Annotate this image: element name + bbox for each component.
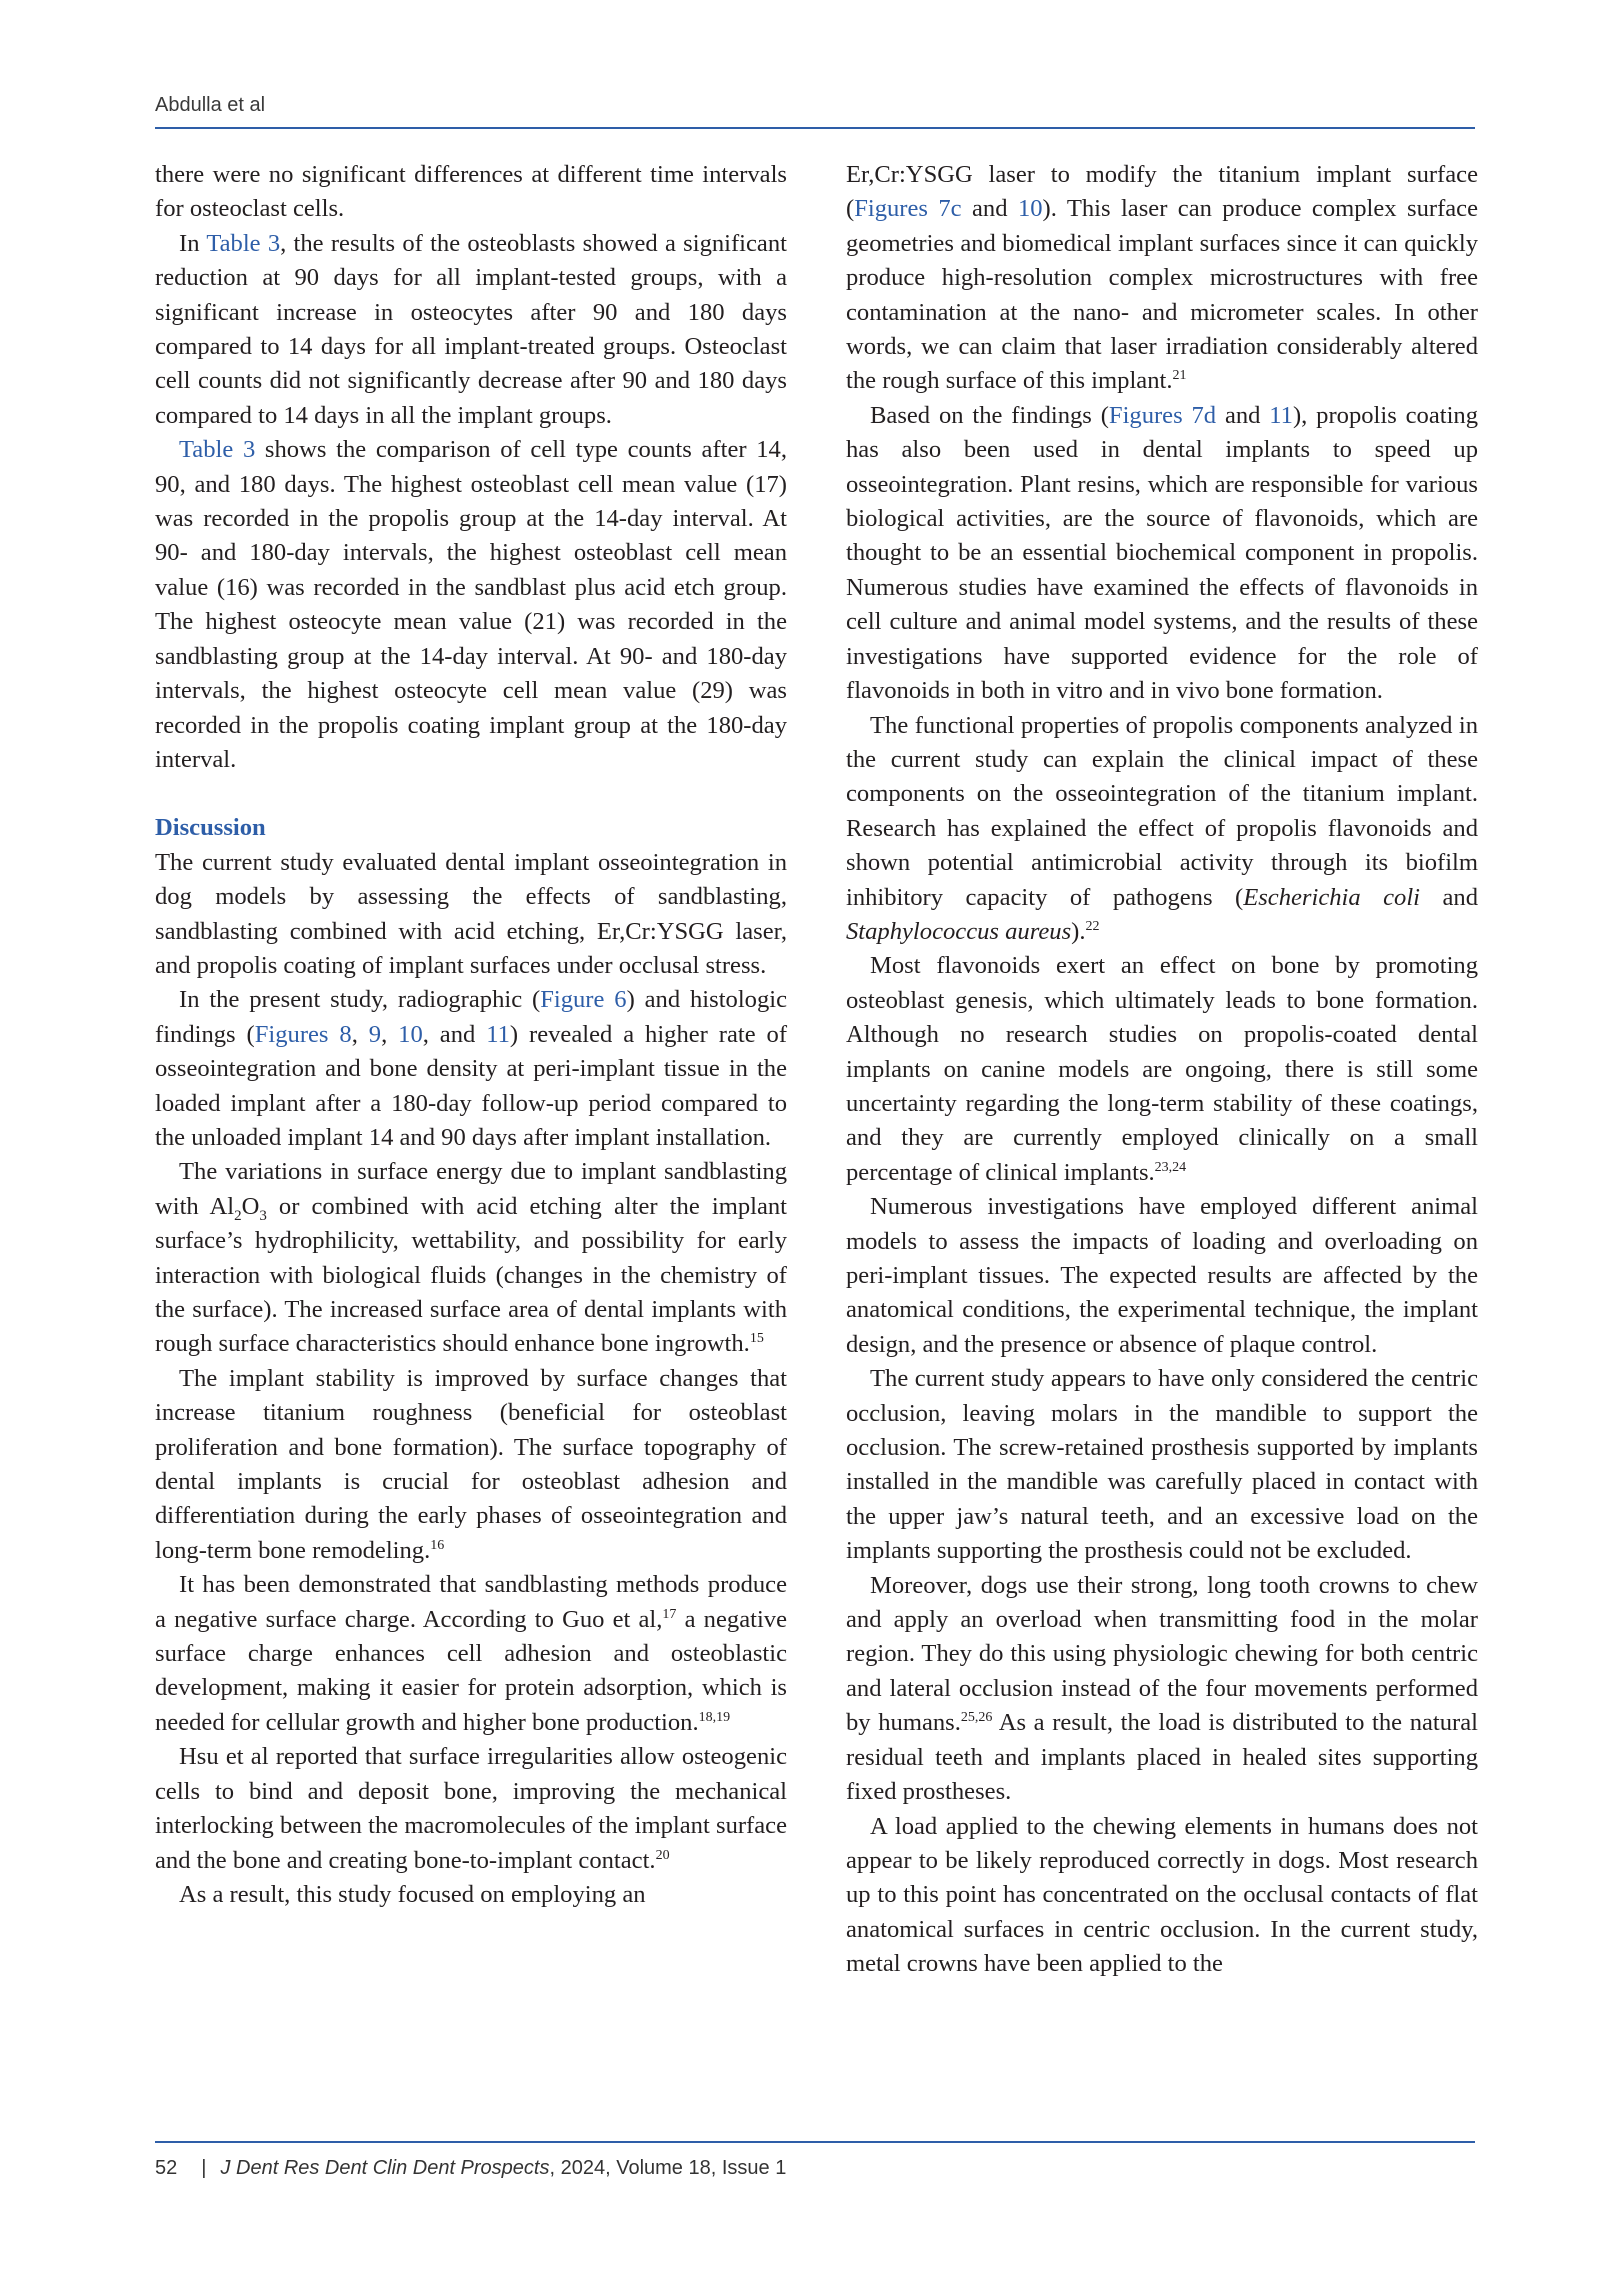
figure-8-link[interactable]: Figures 8 <box>254 1020 352 1048</box>
paragraph: Numerous investigations have employed different animal models to assess the impacts of loading and overloading on peri-implant tissues. The expected results are affected by the anatomical conditions, the experimental technique, the implant design, and the presence or absence of plaque control. <box>846 1193 1478 1358</box>
paragraph: In the present study, radiographic (Figure 6) and histologic findings (Figures 8, 9, 10, and 11) revealed a higher rate of osseointegration and bone density at peri-implant tissue in the loaded implant after a 180-day follow-up period compared to the unloaded implant 14 and 90 days after implant installation. <box>155 986 788 1151</box>
paragraph: Most flavonoids exert an effect on bone by promoting osteoblast genesis, which ultimately leads to bone formation. Although no research studies on propolis-coated dental implants on canine models are ongoing, there is still some uncertainty regarding the long-term stability of these coatings, and they are currently employed clinically on a small percentage of clinical implants.$^{23,24}$ <box>846 952 1478 1186</box>
footer-rule <box>155 2141 1475 2143</box>
header-rule <box>155 127 1475 129</box>
paragraph: The implant stability is improved by surface changes that increase titanium roughness (beneficial for osteoblast proliferation and bone formation). The surface topography of dental implants is crucial for osteoblast adhesion and differentiation during the early phases of osseointegration and long-term bone remodeling.$^{16}$ <box>155 1364 787 1564</box>
figure-7c-link[interactable]: Figures 7c <box>854 195 962 223</box>
paragraph: Hsu et al reported that surface irregularities allow osteogenic cells to bind and deposit bone, improving the mechanical interlocking between the macromolecules of the implant surface and the bone and creating bone-to-implant contact.$^{20}$ <box>155 1743 787 1874</box>
left-column <box>155 158 787 1912</box>
paragraph: The current study appears to have only considered the centric occlusion, leaving molars in the mandible to support the occlusion. The screw-retained prosthesis supported by implants installed in the mandible was carefully placed in contact with the upper jaw’s natural teeth, and an excessive load on the implants supporting the prosthesis could not be excluded. <box>846 1365 1478 1565</box>
figure-10-link[interactable]: 10 <box>1017 195 1043 223</box>
table-3-link[interactable]: Table 3 <box>179 436 256 464</box>
figure-7d-link[interactable]: Figures 7d <box>1108 401 1217 429</box>
figure-10-link[interactable]: 10 <box>398 1020 423 1048</box>
table-3-link[interactable]: Table 3 <box>206 229 281 257</box>
paragraph: A load applied to the chewing elements in humans does not appear to be likely reproduced correctly in dogs. Most research up to this point has concentrated on the occlusal contacts of flat anatomical surfaces in centric occlusion. In the current study, metal crowns have been applied to the <box>846 1812 1478 1978</box>
citation[interactable]: 15 <box>749 1331 764 1347</box>
paragraph: Er,Cr:YSGG laser to modify the titanium implant surface (Figures 7c and 10). This laser can produce complex surface geometries and biomedical implant surfaces since it can quickly produce high-resolution complex microstructures with free contamination at the nano- and micrometer scales. In other words, we can claim that laser irradiation considerably altered the rough surface of this implant.$^{21}$ <box>846 161 1479 395</box>
journal-issue: , 2024, Volume 18, Issue 1 <box>549 2157 787 2179</box>
paragraph: Moreover, dogs use their strong, long tooth crowns to chew and apply an overload when transmitting food in the molar region. They do this using physiologic chewing for both centric and lateral occlusion instead of the four movements performed by humans.$^{25,26}$ As a result, the load is distributed to the natural residual teeth and implants placed in healed sites supporting fixed prostheses. <box>846 1571 1478 1806</box>
paragraph: In Table 3, the results of the osteoblasts showed a significant reduction at 90 days for all implant-tested groups, with a significant increase in osteocytes after 90 and 180 days compared to 14 days for all implant-treated groups. Osteoclast cell counts did not significantly decrease after 90 and 180 days compared to 14 days in all the implant groups. <box>155 229 787 429</box>
paragraph: The functional properties of propolis components analyzed in the current study can explain the clinical impact of these components on the osseointegration of the titanium implant. Research has explained the effect of propolis flavonoids and shown potential antimicrobial activity through its biofilm inhibitory capacity of pathogens (Escherichia coli and Staphylococcus aureus).$^{22}$ <box>846 711 1479 945</box>
running-head: Abdulla et al <box>155 94 266 116</box>
citation[interactable]: 17 <box>662 1606 677 1622</box>
footer-separator: | <box>201 2157 207 2179</box>
section-heading-discussion: Discussion <box>155 814 266 842</box>
journal-title: J Dent Res Dent Clin Dent Prospects <box>220 2157 550 2179</box>
citation[interactable]: 23,24 <box>1154 1159 1187 1175</box>
page-number: 52 <box>155 2157 178 2179</box>
figure-11-link[interactable]: 11 <box>1269 401 1293 429</box>
figure-9-link[interactable]: 9 <box>368 1020 382 1048</box>
paragraph: there were no significant differences at different time intervals for osteoclast cells. <box>155 161 787 223</box>
paragraph: Based on the findings (Figures 7d and 11), propolis coating has also been used in dental implants to speed up osseointegration. Plant resins, which are responsible for various biological activities, are the source of flavonoids, which are thought to be an essential biochemical component in propolis. Numerous studies have examined the effects of flavonoids in cell culture and animal model systems, and the results of these investigations have supported evidence for the role of flavonoids in both in vitro and in vivo bone formation. <box>846 401 1478 705</box>
paragraph: Table 3 shows the comparison of cell type counts after 14, 90, and 180 days. The highest osteoblast cell mean value (17) was recorded in the propolis group at the 14-day interval. At 90- and 180-day intervals, the highest osteoblast cell mean value (16) was recorded in the sandblast plus acid etch group. The highest osteocyte mean value (21) was recorded in the sandblasting group at the 14-day interval. At 90- and 180-day intervals, the highest osteocyte cell mean value (29) was recorded in the propolis coating implant group at the 180-day interval. <box>155 436 787 773</box>
paragraph: The current study evaluated dental implant osseointegration in dog models by assessing the effects of sandblasting, sandblasting combined with acid etching, Er,Cr:YSGG laser, and propolis coating of implant surfaces under occlusal stress. <box>155 848 787 979</box>
paragraph: The variations in surface energy due to implant sandblasting with $Al_2O_3$ or combined with acid etching alter the implant surface’s hydrophilicity, wettability, and possibility for early interaction with biological fluids (changes in the chemistry of the surface). The increased surface area of dental implants with rough surface characteristics should enhance bone ingrowth.$^{15}$ <box>155 1158 787 1358</box>
citation[interactable]: 18,19 <box>698 1709 731 1725</box>
citation[interactable]: 21 <box>1172 368 1187 384</box>
figure-6-link[interactable]: Figure 6 <box>540 986 627 1014</box>
figure-11-link[interactable]: 11 <box>486 1020 510 1048</box>
paragraph: As a result, this study focused on employing an <box>179 1880 646 1908</box>
citation[interactable]: 16 <box>430 1537 445 1553</box>
right-column <box>846 158 1478 1982</box>
citation[interactable]: 20 <box>655 1847 670 1863</box>
footer <box>155 2157 786 2180</box>
citation[interactable]: 25,26 <box>960 1710 993 1726</box>
paragraph: It has been demonstrated that sandblasting methods produce a negative surface charge. According to Guo et al,$^{17}$ a negative surface charge enhances cell adhesion and osteoblastic development, making it easier for protein adsorption, which is needed for cellular growth and higher bone production.$^{18,19}$ <box>155 1571 787 1736</box>
citation[interactable]: 22 <box>1085 918 1100 934</box>
